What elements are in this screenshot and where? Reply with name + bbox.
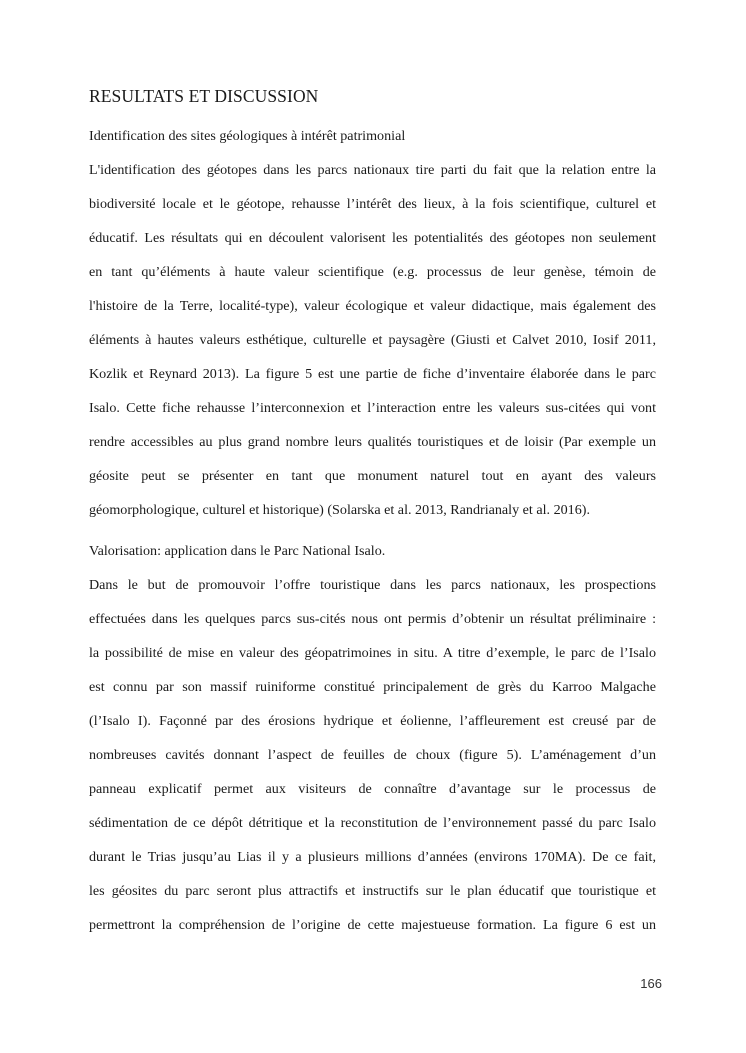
paragraph-line: l'histoire de la Terre, localité-type), valeur écologique et valeur didactique, mais également des (89, 298, 656, 314)
paragraph-line: géomorphologique, culturel et historique) (Solarska et al. 2013, Randrianaly et al. 2016). (89, 502, 590, 518)
paragraph-line: (l’Isalo I). Façonné par des érosions hydrique et éolienne, l’affleurement est creusé par de (89, 713, 656, 729)
paragraph-line: sédimentation de ce dépôt détritique et la reconstitution de l’environnement passé du parc Isalo (89, 815, 656, 831)
subsection-title-identification: Identification des sites géologiques à intérêt patrimonial (89, 128, 406, 144)
paragraph-line: rendre accessibles au plus grand nombre leurs qualités touristiques et de loisir (Par exemple un (89, 434, 656, 450)
paragraph-line: L'identification des géotopes dans les parcs nationaux tire parti du fait que la relation entre la (89, 162, 656, 178)
paragraph-line: durant le Trias jusqu’au Lias il y a plusieurs millions d’années (environs 170MA). De ce fait, (89, 849, 656, 865)
paragraph-line: panneau explicatif permet aux visiteurs de connaître d’avantage sur le processus de (89, 781, 656, 797)
page-number: 166 (640, 976, 662, 991)
paragraph-line: les géosites du parc seront plus attractifs et instructifs sur le plan éducatif que touristique et (89, 883, 656, 899)
paragraph-line: géosite peut se présenter en tant que monument naturel tout en ayant des valeurs (89, 468, 656, 484)
paragraph-line: la possibilité de mise en valeur des géopatrimoines in situ. A titre d’exemple, le parc de l’Isalo (89, 645, 656, 661)
paragraph-line: nombreuses cavités donnant l’aspect de feuilles de choux (figure 5). L’aménagement d’un (89, 747, 656, 763)
paragraph-identification (89, 160, 656, 534)
subsection-title-valorisation: Valorisation: application dans le Parc National Isalo. (89, 543, 386, 559)
section-title: RESULTATS ET DISCUSSION (89, 86, 319, 106)
paragraph-line: permettront la compréhension de l’origine de cette majestueuse formation. La figure 6 est un (89, 917, 656, 933)
paragraph-line: Kozlik et Reynard 2013). La figure 5 est une partie de fiche d’inventaire élaborée dans le parc (89, 366, 656, 382)
paragraph-valorisation (89, 575, 656, 949)
paragraph-line: effectuées dans les quelques parcs sus-cités nous ont permis d’obtenir un résultat préliminaire : (89, 611, 656, 627)
paragraph-line: en tant qu’éléments à haute valeur scientifique (e.g. processus de leur genèse, témoin de (89, 264, 656, 280)
paragraph-line: éducatif. Les résultats qui en découlent valorisent les potentialités des géotopes non seulement (89, 230, 656, 246)
paragraph-line: éléments à hautes valeurs esthétique, culturelle et paysagère (Giusti et Calvet 2010, Iosif 2011, (89, 332, 656, 348)
paragraph-line: Dans le but de promouvoir l’offre touristique dans les parcs nationaux, les prospections (89, 577, 656, 593)
paragraph-line: Isalo. Cette fiche rehausse l’interconnexion et l’interaction entre les valeurs sus-citées qui vont (89, 400, 656, 416)
paragraph-line: biodiversité locale et le géotope, rehausse l’intérêt des lieux, à la fois scientifique, culturel et (89, 196, 656, 212)
paragraph-line: est connu par son massif ruiniforme constitué principalement de grès du Karroo Malgache (89, 679, 656, 695)
